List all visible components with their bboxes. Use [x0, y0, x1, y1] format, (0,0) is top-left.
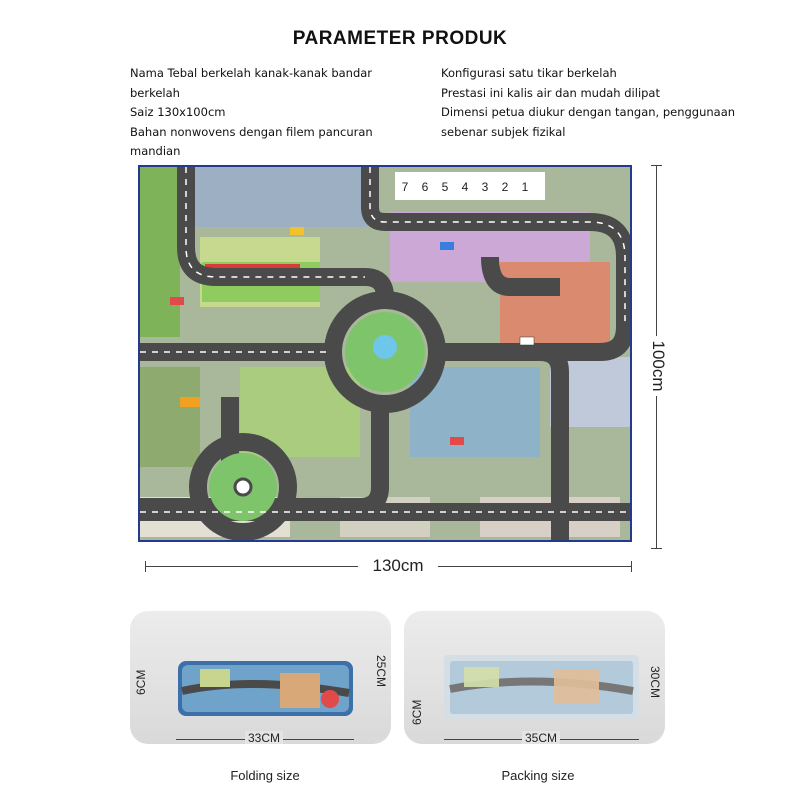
parking-number: 4 [461, 180, 469, 194]
packing-size-photo [404, 611, 665, 744]
packed-mat-illustration [404, 611, 665, 744]
spec-material: Bahan nonwovens dengan filem pancuran mandian [130, 124, 373, 158]
folding-size-caption: Folding size [230, 768, 300, 783]
mat-banner: BUILD A CIVILIZED CITY [212, 268, 292, 275]
right-spec-list [441, 64, 741, 142]
folded-mat-illustration [130, 611, 391, 744]
city-play-mat-image [138, 165, 632, 542]
folding-height-label: 6CM [134, 669, 148, 695]
parking-number: 7 [401, 180, 409, 194]
parking-number: 6 [421, 180, 429, 194]
left-spec-list [130, 64, 405, 162]
folding-size-photo [130, 611, 391, 744]
dimension-tick [145, 561, 146, 572]
parking-number: 2 [501, 180, 509, 194]
spec-performance: Prestasi ini kalis air dan mudah dilipat [441, 85, 660, 100]
folding-depth-label: 25CM [374, 655, 388, 688]
packing-size-caption: Packing size [501, 768, 575, 783]
packing-depth-label: 30CM [648, 666, 662, 699]
dimension-tick [631, 561, 632, 572]
page-title: PARAMETER PRODUK [292, 28, 508, 49]
mat-width-label: 130cm [358, 556, 438, 576]
spec-name: Nama Tebal berkelah kanak-kanak bandar berkelah [130, 66, 373, 100]
spec-dimension-note: Dimensi petua diukur dengan tangan, penggunaan sebenar subjek fizikal [441, 105, 736, 139]
city-map-illustration [140, 167, 630, 540]
packing-width-label: 35CM [522, 731, 560, 744]
parking-number: 3 [481, 180, 489, 194]
parking-number: 5 [441, 180, 449, 194]
dimension-tick [651, 548, 662, 549]
parking-number: 1 [521, 180, 529, 194]
packing-height-label: 6CM [410, 699, 424, 725]
mat-height-label: 100cm [648, 336, 668, 396]
dimension-tick [651, 165, 662, 166]
spec-size: Saiz 130x100cm [130, 105, 226, 119]
folding-width-label: 33CM [245, 731, 283, 744]
spec-configuration: Konfigurasi satu tikar berkelah [441, 66, 617, 80]
